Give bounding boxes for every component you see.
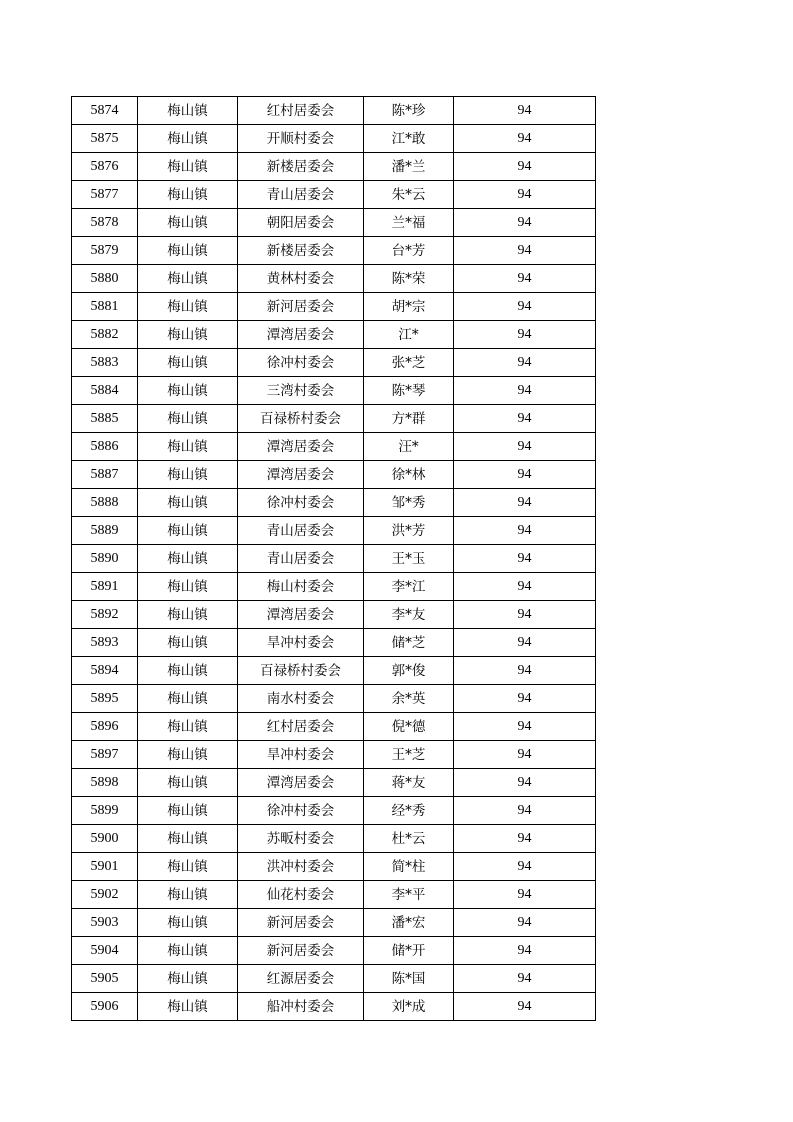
cell-town: 梅山镇 — [138, 405, 238, 433]
cell-name: 潘*宏 — [364, 909, 454, 937]
table-row — [72, 377, 596, 405]
cell-name: 江*敢 — [364, 125, 454, 153]
cell-village: 红村居委会 — [238, 713, 364, 741]
cell-town: 梅山镇 — [138, 993, 238, 1021]
table-row — [72, 433, 596, 461]
table-row — [72, 209, 596, 237]
cell-name: 方*群 — [364, 405, 454, 433]
cell-town: 梅山镇 — [138, 965, 238, 993]
cell-town: 梅山镇 — [138, 321, 238, 349]
cell-name: 王*芝 — [364, 741, 454, 769]
cell-name: 江* — [364, 321, 454, 349]
cell-id: 5890 — [72, 545, 138, 573]
cell-id: 5883 — [72, 349, 138, 377]
cell-id: 5888 — [72, 489, 138, 517]
table-row — [72, 769, 596, 797]
cell-score: 94 — [454, 909, 596, 937]
cell-score: 94 — [454, 377, 596, 405]
table-row — [72, 629, 596, 657]
cell-score: 94 — [454, 993, 596, 1021]
cell-town: 梅山镇 — [138, 741, 238, 769]
cell-town: 梅山镇 — [138, 349, 238, 377]
cell-village: 朝阳居委会 — [238, 209, 364, 237]
cell-score: 94 — [454, 125, 596, 153]
cell-score: 94 — [454, 293, 596, 321]
cell-score: 94 — [454, 573, 596, 601]
cell-name: 陈*国 — [364, 965, 454, 993]
table-row — [72, 797, 596, 825]
cell-score: 94 — [454, 237, 596, 265]
cell-village: 南水村委会 — [238, 685, 364, 713]
cell-village: 新河居委会 — [238, 937, 364, 965]
cell-village: 旱冲村委会 — [238, 741, 364, 769]
cell-name: 储*开 — [364, 937, 454, 965]
cell-id: 5897 — [72, 741, 138, 769]
cell-name: 王*玉 — [364, 545, 454, 573]
cell-name: 李*友 — [364, 601, 454, 629]
cell-name: 陈*琴 — [364, 377, 454, 405]
cell-name: 李*平 — [364, 881, 454, 909]
cell-name: 胡*宗 — [364, 293, 454, 321]
cell-name: 储*芝 — [364, 629, 454, 657]
cell-score: 94 — [454, 937, 596, 965]
cell-village: 三湾村委会 — [238, 377, 364, 405]
cell-village: 徐冲村委会 — [238, 797, 364, 825]
cell-village: 苏畈村委会 — [238, 825, 364, 853]
cell-name: 李*江 — [364, 573, 454, 601]
cell-village: 仙花村委会 — [238, 881, 364, 909]
cell-name: 倪*德 — [364, 713, 454, 741]
table-row — [72, 321, 596, 349]
cell-score: 94 — [454, 321, 596, 349]
cell-score: 94 — [454, 825, 596, 853]
table-row — [72, 909, 596, 937]
cell-score: 94 — [454, 881, 596, 909]
cell-id: 5901 — [72, 853, 138, 881]
table-row — [72, 937, 596, 965]
cell-town: 梅山镇 — [138, 461, 238, 489]
data-table — [71, 96, 596, 1021]
cell-village: 百禄桥村委会 — [238, 405, 364, 433]
cell-id: 5886 — [72, 433, 138, 461]
cell-id: 5884 — [72, 377, 138, 405]
table-body — [72, 97, 596, 1021]
cell-town: 梅山镇 — [138, 125, 238, 153]
cell-village: 红源居委会 — [238, 965, 364, 993]
cell-town: 梅山镇 — [138, 181, 238, 209]
cell-village: 潭湾居委会 — [238, 601, 364, 629]
cell-id: 5877 — [72, 181, 138, 209]
cell-score: 94 — [454, 769, 596, 797]
cell-town: 梅山镇 — [138, 881, 238, 909]
cell-town: 梅山镇 — [138, 685, 238, 713]
table-row — [72, 965, 596, 993]
cell-village: 开顺村委会 — [238, 125, 364, 153]
cell-id: 5881 — [72, 293, 138, 321]
cell-town: 梅山镇 — [138, 909, 238, 937]
cell-name: 邹*秀 — [364, 489, 454, 517]
cell-village: 新楼居委会 — [238, 153, 364, 181]
table-row — [72, 601, 596, 629]
cell-id: 5879 — [72, 237, 138, 265]
cell-village: 青山居委会 — [238, 517, 364, 545]
cell-id: 5899 — [72, 797, 138, 825]
cell-village: 徐冲村委会 — [238, 349, 364, 377]
table-row — [72, 293, 596, 321]
cell-village: 潭湾居委会 — [238, 433, 364, 461]
cell-score: 94 — [454, 853, 596, 881]
table-row — [72, 713, 596, 741]
cell-id: 5896 — [72, 713, 138, 741]
cell-score: 94 — [454, 601, 596, 629]
cell-name: 台*芳 — [364, 237, 454, 265]
cell-score: 94 — [454, 965, 596, 993]
cell-id: 5880 — [72, 265, 138, 293]
cell-village: 青山居委会 — [238, 545, 364, 573]
cell-score: 94 — [454, 265, 596, 293]
table-row — [72, 881, 596, 909]
cell-id: 5875 — [72, 125, 138, 153]
cell-town: 梅山镇 — [138, 377, 238, 405]
cell-name: 朱*云 — [364, 181, 454, 209]
table-row — [72, 825, 596, 853]
table-row — [72, 685, 596, 713]
cell-score: 94 — [454, 741, 596, 769]
cell-village: 船冲村委会 — [238, 993, 364, 1021]
cell-name: 杜*云 — [364, 825, 454, 853]
cell-village: 潭湾居委会 — [238, 321, 364, 349]
cell-id: 5889 — [72, 517, 138, 545]
cell-score: 94 — [454, 405, 596, 433]
cell-score: 94 — [454, 657, 596, 685]
cell-id: 5892 — [72, 601, 138, 629]
cell-score: 94 — [454, 349, 596, 377]
cell-name: 经*秀 — [364, 797, 454, 825]
cell-town: 梅山镇 — [138, 265, 238, 293]
cell-village: 潭湾居委会 — [238, 769, 364, 797]
document-page — [71, 96, 595, 1021]
cell-town: 梅山镇 — [138, 797, 238, 825]
cell-name: 蒋*友 — [364, 769, 454, 797]
cell-village: 新楼居委会 — [238, 237, 364, 265]
cell-town: 梅山镇 — [138, 629, 238, 657]
cell-name: 洪*芳 — [364, 517, 454, 545]
cell-id: 5882 — [72, 321, 138, 349]
table-row — [72, 573, 596, 601]
cell-score: 94 — [454, 153, 596, 181]
cell-village: 百禄桥村委会 — [238, 657, 364, 685]
cell-id: 5904 — [72, 937, 138, 965]
cell-score: 94 — [454, 685, 596, 713]
cell-town: 梅山镇 — [138, 937, 238, 965]
cell-score: 94 — [454, 433, 596, 461]
cell-score: 94 — [454, 97, 596, 125]
cell-id: 5878 — [72, 209, 138, 237]
table-row — [72, 349, 596, 377]
cell-village: 旱冲村委会 — [238, 629, 364, 657]
cell-name: 余*英 — [364, 685, 454, 713]
cell-id: 5898 — [72, 769, 138, 797]
cell-name: 简*柱 — [364, 853, 454, 881]
cell-village: 梅山村委会 — [238, 573, 364, 601]
cell-name: 郭*俊 — [364, 657, 454, 685]
table-row — [72, 237, 596, 265]
cell-name: 徐*林 — [364, 461, 454, 489]
cell-id: 5885 — [72, 405, 138, 433]
table-row — [72, 993, 596, 1021]
cell-id: 5903 — [72, 909, 138, 937]
cell-score: 94 — [454, 461, 596, 489]
cell-id: 5894 — [72, 657, 138, 685]
table-row — [72, 405, 596, 433]
cell-id: 5895 — [72, 685, 138, 713]
cell-town: 梅山镇 — [138, 545, 238, 573]
cell-town: 梅山镇 — [138, 489, 238, 517]
table-row — [72, 853, 596, 881]
cell-score: 94 — [454, 713, 596, 741]
cell-name: 潘*兰 — [364, 153, 454, 181]
cell-score: 94 — [454, 489, 596, 517]
table-row — [72, 741, 596, 769]
cell-village: 青山居委会 — [238, 181, 364, 209]
cell-town: 梅山镇 — [138, 769, 238, 797]
table-row — [72, 657, 596, 685]
cell-id: 5905 — [72, 965, 138, 993]
cell-score: 94 — [454, 545, 596, 573]
cell-village: 潭湾居委会 — [238, 461, 364, 489]
table-row — [72, 545, 596, 573]
cell-village: 徐冲村委会 — [238, 489, 364, 517]
cell-id: 5893 — [72, 629, 138, 657]
table-row — [72, 181, 596, 209]
cell-town: 梅山镇 — [138, 209, 238, 237]
table-row — [72, 265, 596, 293]
cell-town: 梅山镇 — [138, 293, 238, 321]
cell-town: 梅山镇 — [138, 657, 238, 685]
cell-town: 梅山镇 — [138, 97, 238, 125]
table-row — [72, 153, 596, 181]
cell-id: 5891 — [72, 573, 138, 601]
cell-score: 94 — [454, 209, 596, 237]
cell-town: 梅山镇 — [138, 573, 238, 601]
cell-name: 张*芝 — [364, 349, 454, 377]
cell-town: 梅山镇 — [138, 853, 238, 881]
cell-town: 梅山镇 — [138, 825, 238, 853]
cell-score: 94 — [454, 181, 596, 209]
cell-score: 94 — [454, 797, 596, 825]
cell-town: 梅山镇 — [138, 237, 238, 265]
table-row — [72, 461, 596, 489]
cell-town: 梅山镇 — [138, 153, 238, 181]
cell-id: 5876 — [72, 153, 138, 181]
cell-score: 94 — [454, 517, 596, 545]
table-row — [72, 97, 596, 125]
cell-name: 陈*荣 — [364, 265, 454, 293]
cell-score: 94 — [454, 629, 596, 657]
cell-name: 陈*珍 — [364, 97, 454, 125]
cell-village: 新河居委会 — [238, 909, 364, 937]
cell-id: 5906 — [72, 993, 138, 1021]
cell-id: 5902 — [72, 881, 138, 909]
cell-id: 5900 — [72, 825, 138, 853]
cell-town: 梅山镇 — [138, 517, 238, 545]
cell-name: 汪* — [364, 433, 454, 461]
cell-village: 新河居委会 — [238, 293, 364, 321]
cell-village: 红村居委会 — [238, 97, 364, 125]
table-row — [72, 489, 596, 517]
table-row — [72, 517, 596, 545]
cell-id: 5887 — [72, 461, 138, 489]
cell-town: 梅山镇 — [138, 713, 238, 741]
cell-id: 5874 — [72, 97, 138, 125]
cell-village: 黄林村委会 — [238, 265, 364, 293]
cell-village: 洪冲村委会 — [238, 853, 364, 881]
cell-town: 梅山镇 — [138, 433, 238, 461]
cell-town: 梅山镇 — [138, 601, 238, 629]
cell-name: 刘*成 — [364, 993, 454, 1021]
cell-name: 兰*福 — [364, 209, 454, 237]
table-row — [72, 125, 596, 153]
